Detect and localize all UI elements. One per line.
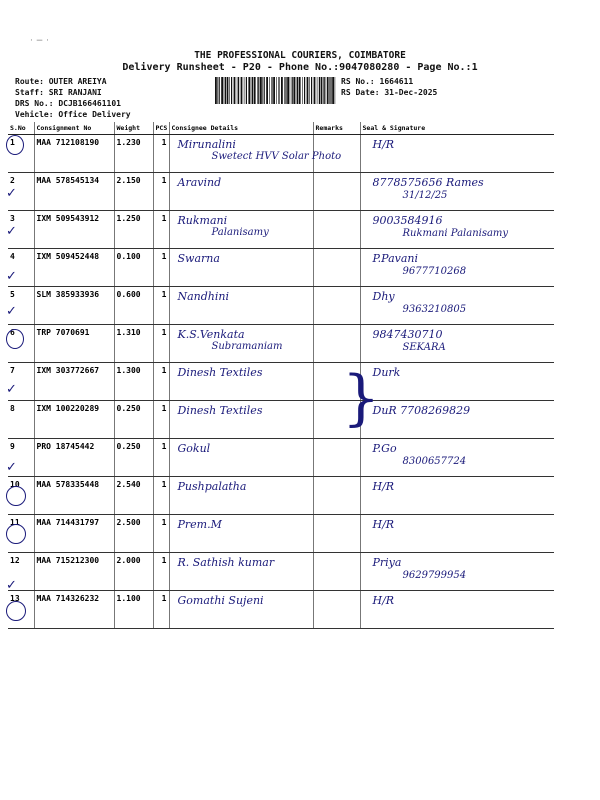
remarks-cell — [313, 287, 360, 325]
signature-text: H/R — [372, 518, 395, 531]
weight-cell: 0.100 — [114, 249, 153, 287]
signature-detail: SEKARA — [402, 342, 446, 353]
signature-cell — [360, 135, 554, 173]
barcode-bar — [278, 77, 279, 104]
signature-text: DuR 7708269829 — [372, 404, 471, 417]
table-row — [8, 553, 554, 591]
signature-cell — [360, 439, 554, 477]
sno-cell: 10 — [8, 477, 34, 515]
remarks-cell — [313, 515, 360, 553]
barcode-bar — [307, 77, 309, 104]
pcs-cell: 1 — [153, 363, 169, 401]
consignee-detail: Subramaniam — [211, 341, 283, 352]
table-row — [8, 249, 554, 287]
barcode-bar — [332, 77, 334, 104]
signature-cell — [360, 173, 554, 211]
consignee-cell — [169, 173, 313, 211]
table-row — [8, 401, 554, 439]
tick-mark-7: ✓ — [6, 382, 17, 397]
pcs-cell: 1 — [153, 439, 169, 477]
barcode-bar — [317, 77, 318, 104]
consignment-cell: MAA 578545134 — [34, 173, 114, 211]
consignee-cell — [169, 477, 313, 515]
consignee-name: Gokul — [177, 442, 211, 455]
consignee-cell — [169, 553, 313, 591]
scan-speck-mark: · − · — [30, 36, 49, 46]
remarks-cell — [313, 477, 360, 515]
runsheet-table — [8, 122, 554, 629]
col-signature-header: Seal & Signature — [360, 122, 554, 135]
signature-text: Dhy — [372, 290, 395, 303]
col-consignee-header: Consignee Details — [169, 122, 313, 135]
signature-cell — [360, 553, 554, 591]
tick-mark-9: ✓ — [6, 460, 17, 475]
barcode-bar — [237, 77, 238, 104]
consignee-name: Aravind — [177, 176, 222, 189]
sno-cell: 5 — [8, 287, 34, 325]
barcode-bar — [324, 77, 325, 104]
circle-mark-13 — [6, 601, 26, 621]
barcode-bar — [231, 77, 232, 104]
consignment-cell: MAA 714431797 — [34, 515, 114, 553]
pcs-cell: 1 — [153, 135, 169, 173]
consignment-cell: MAA 714326232 — [34, 591, 114, 629]
signature-text: 8778575656 Rames — [372, 176, 484, 189]
remarks-cell — [313, 553, 360, 591]
signature-text: Durk — [372, 366, 401, 379]
pcs-cell: 1 — [153, 515, 169, 553]
barcode-bar — [285, 77, 286, 104]
weight-cell: 2.540 — [114, 477, 153, 515]
barcode-bar — [258, 77, 259, 104]
sno-cell: 3 — [8, 211, 34, 249]
signature-detail: Rukmani Palanisamy — [402, 228, 509, 239]
table-row — [8, 591, 554, 629]
consignee-cell — [169, 211, 313, 249]
barcode-bar — [264, 77, 265, 104]
signature-text: H/R — [372, 594, 395, 607]
barcode-bar — [299, 77, 301, 104]
handwritten-brace-mark: } — [342, 363, 381, 433]
consignee-name: R. Sathish kumar — [177, 556, 275, 569]
consignment-cell: PRO 18745442 — [34, 439, 114, 477]
signature-text: P.Pavani — [372, 252, 419, 265]
barcode-bar — [287, 77, 289, 104]
barcode-image — [215, 77, 335, 104]
signature-cell — [360, 325, 554, 363]
consignee-cell — [169, 515, 313, 553]
barcode-bar — [293, 77, 295, 104]
barcode-bar — [284, 77, 285, 104]
vehicle-label: Vehicle: Office Delivery — [15, 110, 131, 119]
table-row — [8, 287, 554, 325]
signature-text: H/R — [372, 138, 395, 151]
remarks-cell — [313, 249, 360, 287]
barcode-bar — [292, 77, 293, 104]
signature-cell — [360, 249, 554, 287]
sno-cell: 9 — [8, 439, 34, 477]
consignee-name: Pushpalatha — [177, 480, 247, 493]
sno-cell: 2 — [8, 173, 34, 211]
weight-cell: 0.250 — [114, 401, 153, 439]
table-row — [8, 211, 554, 249]
barcode-bar — [309, 77, 310, 104]
sno-cell: 6 — [8, 325, 34, 363]
consignee-name: Nandhini — [177, 290, 230, 303]
signature-cell — [360, 363, 554, 401]
consignment-cell: IXM 100220289 — [34, 401, 114, 439]
signature-detail: 9629799954 — [402, 570, 467, 581]
pcs-cell: 1 — [153, 287, 169, 325]
signature-detail: 31/12/25 — [402, 190, 448, 201]
barcode-bar — [290, 77, 291, 104]
signature-text: Priya — [372, 556, 402, 569]
barcode-bar — [302, 77, 303, 104]
table-header-row — [8, 122, 554, 135]
tick-mark-12: ✓ — [6, 578, 17, 593]
barcode-bar — [304, 77, 305, 104]
table-row — [8, 135, 554, 173]
rs-number: RS No.: 1664611 — [341, 77, 414, 86]
barcode-bar — [238, 77, 239, 104]
barcode-bar — [227, 77, 229, 104]
consignment-cell: MAA 715212300 — [34, 553, 114, 591]
table-row — [8, 477, 554, 515]
col-sno-header: S.No — [8, 122, 34, 135]
rs-date: RS Date: 31-Dec-2025 — [341, 88, 438, 97]
table-row — [8, 173, 554, 211]
barcode-bar — [251, 77, 252, 104]
consignment-cell: IXM 509543912 — [34, 211, 114, 249]
barcode-bar — [296, 77, 297, 104]
consignee-cell — [169, 401, 313, 439]
consignment-cell: SLM 385933936 — [34, 287, 114, 325]
signature-cell — [360, 211, 554, 249]
barcode-bar — [329, 77, 330, 104]
tick-mark-5: ✓ — [6, 304, 17, 319]
pcs-cell: 1 — [153, 553, 169, 591]
signature-detail: 9363210805 — [402, 304, 467, 315]
consignee-cell — [169, 325, 313, 363]
runsheet-rows — [8, 135, 554, 629]
consignee-cell — [169, 591, 313, 629]
route-label: Route: OUTER AREIYA — [15, 77, 107, 86]
consignment-cell: TRP 7070691 — [34, 325, 114, 363]
remarks-cell — [313, 173, 360, 211]
remarks-cell — [313, 439, 360, 477]
barcode-bar — [254, 77, 256, 104]
consignee-name: K.S.Venkata — [177, 328, 245, 341]
circle-mark-10 — [6, 486, 26, 506]
sno-cell: 11 — [8, 515, 34, 553]
barcode-bar — [330, 77, 331, 104]
table-row — [8, 439, 554, 477]
sno-cell: 4 — [8, 249, 34, 287]
sno-cell: 12 — [8, 553, 34, 591]
barcode-bar — [241, 77, 243, 104]
barcode-bar — [262, 77, 263, 104]
barcode-bar — [215, 77, 217, 104]
weight-cell: 1.300 — [114, 363, 153, 401]
sno-cell: 1 — [8, 135, 34, 173]
col-consignment-header: Consignment No — [34, 122, 114, 135]
barcode-bar — [266, 77, 268, 104]
signature-cell — [360, 477, 554, 515]
remarks-cell — [313, 591, 360, 629]
consignee-detail: Palanisamy — [211, 227, 269, 238]
drs-label: DRS No.: DCJB166461101 — [15, 99, 121, 108]
weight-cell: 1.250 — [114, 211, 153, 249]
col-weight-header: Weight — [114, 122, 153, 135]
barcode-bar — [234, 77, 236, 104]
consignee-cell — [169, 249, 313, 287]
barcode-bar — [221, 77, 223, 104]
barcode-bar — [327, 77, 329, 104]
consignment-cell: MAA 578335448 — [34, 477, 114, 515]
weight-cell: 1.230 — [114, 135, 153, 173]
consignee-cell — [169, 363, 313, 401]
barcode-bar — [276, 77, 277, 104]
signature-text: 9847430710 — [372, 328, 443, 341]
pcs-cell: 1 — [153, 173, 169, 211]
col-remarks-header: Remarks — [313, 122, 360, 135]
remarks-cell — [313, 211, 360, 249]
barcode-bar — [281, 77, 283, 104]
tick-mark-4: ✓ — [6, 269, 17, 284]
consignee-detail: Swetect HVV Solar Photo — [211, 151, 342, 162]
barcode-bar — [252, 77, 253, 104]
signature-cell — [360, 401, 554, 439]
consignee-cell — [169, 287, 313, 325]
barcode-bar — [314, 77, 316, 104]
remarks-cell — [313, 325, 360, 363]
weight-cell: 0.600 — [114, 287, 153, 325]
consignee-name: Mirunalini — [177, 138, 236, 151]
barcode-bar — [260, 77, 262, 104]
table-row — [8, 325, 554, 363]
pcs-cell: 1 — [153, 591, 169, 629]
circle-mark-6 — [6, 329, 24, 349]
tick-mark-2: ✓ — [6, 186, 17, 201]
barcode-bar — [229, 77, 230, 104]
barcode-bar — [244, 77, 245, 104]
weight-cell: 0.250 — [114, 439, 153, 477]
barcode-bar — [246, 77, 247, 104]
pcs-cell: 1 — [153, 401, 169, 439]
staff-label: Staff: SRI RANJANI — [15, 88, 102, 97]
pcs-cell: 1 — [153, 249, 169, 287]
barcode-bar — [224, 77, 225, 104]
signature-text: P.Go — [372, 442, 397, 455]
barcode-bar — [271, 77, 272, 104]
barcode-bar — [248, 77, 250, 104]
barcode-bar — [225, 77, 226, 104]
sno-cell: 13 — [8, 591, 34, 629]
signature-detail: 8300657724 — [402, 456, 467, 467]
runsheet-title: Delivery Runsheet - P20 - Phone No.:9047080280 - Page No.:1 — [122, 62, 478, 73]
table-row — [8, 515, 554, 553]
signature-cell — [360, 591, 554, 629]
signature-text: H/R — [372, 480, 395, 493]
signature-cell — [360, 515, 554, 553]
consignment-cell: IXM 303772667 — [34, 363, 114, 401]
weight-cell: 1.100 — [114, 591, 153, 629]
barcode-bar — [311, 77, 312, 104]
signature-detail: 9677710268 — [402, 266, 467, 277]
barcode-bar — [321, 77, 323, 104]
barcode-bar — [217, 77, 218, 104]
company-title: THE PROFESSIONAL COURIERS, COIMBATORE — [194, 50, 406, 61]
consignee-name: Swarna — [177, 252, 220, 265]
weight-cell: 2.150 — [114, 173, 153, 211]
barcode-bar — [257, 77, 258, 104]
col-pcs-header: PCS — [153, 122, 169, 135]
consignee-cell — [169, 135, 342, 173]
barcode-bar — [319, 77, 320, 104]
weight-cell: 1.310 — [114, 325, 153, 363]
signature-cell — [360, 287, 554, 325]
weight-cell: 2.500 — [114, 515, 153, 553]
barcode-bar — [273, 77, 275, 104]
consignee-cell — [169, 439, 313, 477]
pcs-cell: 1 — [153, 211, 169, 249]
pcs-cell: 1 — [153, 477, 169, 515]
consignment-cell: MAA 712108190 — [34, 135, 114, 173]
consignee-name: Dinesh Textiles — [177, 366, 263, 379]
barcode-bar — [335, 77, 336, 104]
barcode-bar — [219, 77, 220, 104]
signature-text: 9003584916 — [372, 214, 443, 227]
table-row — [8, 363, 554, 401]
consignee-name: Rukmani — [177, 214, 228, 227]
circle-mark-11 — [6, 524, 26, 544]
circle-mark-1 — [6, 135, 24, 155]
barcode-bar — [269, 77, 270, 104]
consignee-name: Gomathi Sujeni — [177, 594, 264, 607]
weight-cell: 2.000 — [114, 553, 153, 591]
sno-cell: 8 — [8, 401, 34, 439]
tick-mark-3: ✓ — [6, 224, 17, 239]
pcs-cell: 1 — [153, 325, 169, 363]
sno-cell: 7 — [8, 363, 34, 401]
consignee-name: Dinesh Textiles — [177, 404, 263, 417]
consignee-name: Prem.M — [177, 518, 222, 531]
consignment-cell: IXM 509452448 — [34, 249, 114, 287]
barcode-bar — [297, 77, 298, 104]
barcode-bar — [323, 77, 324, 104]
